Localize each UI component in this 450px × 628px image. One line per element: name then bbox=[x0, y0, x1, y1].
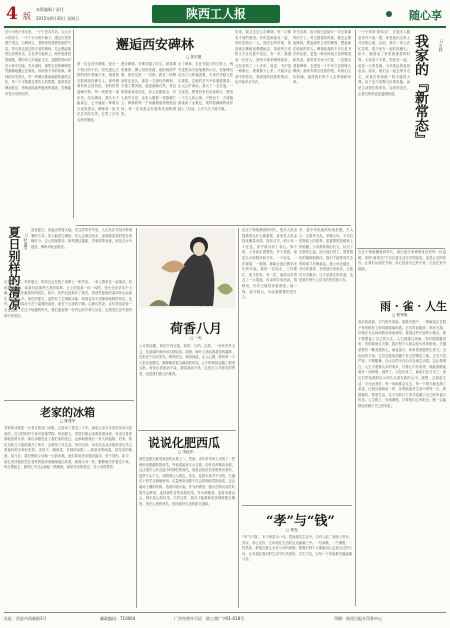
article-byline: □ 叶嘉莹 bbox=[24, 232, 29, 250]
article-body-text: 炎炎夏日，高温炙烤着大地。在这样的季节里，人们总在寻找各种消暑的方式。有人躲进空调房，有人去海边戏水，而我最喜欢的是在傍晚时分，去公园里散步。微风拂过湖面，带来阵阵凉意，荷花在水中摇曳，蝉鸣声此起彼伏。 bbox=[31, 228, 132, 249]
article-body-text: 时光荏苒，如今我已经能写一手还算像样的字了。每当提笔的时候，我总会想起碑林，想起那些古老的碑刻，想起那位临帖的老人。碑林给我的不仅仅是书法的启蒙，更是一种对传统文化的敬畏和热爱。我常常对孩子们说，一定要去看看碑林，去感受一下中华文化的博大精深。那里有我们民族的根，有我们文化的魂，值得我们每个人去珍惜和传承。 bbox=[293, 30, 351, 85]
article-body-text: 在这个物欲横流的时代，我们更应该珍惜身边的每一份温暖。家的“新常态”不仅仅是生活方式的改变，更是心灵的回归。让我们从现在开始，用心经营自己的小家，让爱在家中流淌。 bbox=[358, 250, 446, 271]
footer-postcode: 邮政编码：710004 bbox=[100, 616, 136, 621]
column-rule bbox=[238, 228, 239, 608]
article-title: 老家的冰箱 bbox=[40, 406, 95, 419]
article-title: 荷香八月 bbox=[170, 322, 223, 337]
page-header bbox=[4, 4, 446, 28]
article-body-text: 西瓜是夏天最受欢迎的水果之一。然而，近年来市场上出现了一些使用化肥催熟的西瓜，外表看起来又大又圆，切开后却寡淡无味。这让很多人怀念起小时候吃的西瓜，那是农民用农家肥种出来的，虽然个头不大，却甜得让人难忘。其实，化肥本身并不可怕，关键在于科学合理地使用。过量使用化肥不仅会影响西瓜的品质，还会破坏土壤的结构，造成环境污染。作为消费者，我们在购买西瓜时要学会辨别，选择那些自然成熟的瓜。作为种植者，更要本着良心，种出放心的好瓜。只有这样，我们才能重新吃到那种甜在嘴里、美在心里的西瓜，找回那份久违的夏日滋味。 bbox=[139, 457, 235, 506]
section-rule bbox=[76, 225, 351, 226]
article-byline: □ 李振华 bbox=[178, 450, 194, 454]
issue-date: 2015年8月30日 星期日 bbox=[36, 16, 80, 21]
article-body-text: 第一次去西安碑林，是在一个秋日的午后。阳光透过古树的枝叶洒落下来，斑驳的光影映照在碑石上。那些碑刻有的已经风化，有的依然清晰可辨，每一块都是一部历史。站在碑前，我久久不能离去，心中涌起一种难以言说的感动。碑林是一座书法艺术的宝库，汇集了历代名家的墨迹。 bbox=[77, 62, 119, 122]
article-body-text: 老家的冰箱是一台老式的双门冰箱，已经用了将近二十年。那是父亲当年省吃俭用买回来的，在当时的村子里可是稀罕物。每到夏天，邻居们都会来我家借冰块，母亲总是热情地招呼大家。那台冰箱见证了我们家的变迁，也承载着我们一家人的温情。后来，我们兄妹几个陆续离开了家乡，去城里工作生活。每次回家，母亲总会从冰箱里拿出早已准备好的各种好吃的，冻饺子、腌咸菜、自制的冰棍……那是家的味道，是母爱的味道。前几年，我们想给父母换一台新冰箱，他们却说老冰箱还能用，舍不得扔。如今，那台老冰箱依然在老家的厨房里嗡嗡地运转着，就像父母一样，默默地守护着这个家。每当想起它，我的心中总会涌起一股暖流，那是对家的眷恋，对父母的感恩。 bbox=[4, 426, 132, 470]
footer-printer: 印刷：陕西日报社印务中心 bbox=[334, 616, 382, 621]
page-unit: 版 bbox=[23, 12, 31, 21]
article-body-text: 在小小的小作坊里，一个个老式作坊，大大小小的房子，一个个小小的小铺子，透过古老的窗户望去，石碑林立，老街里弥漫着传统的气息。每当我走进这些古老的街巷，总会想起那些往昔的时光。走在青石板路上，两旁是斑驳的墙壁，偶尔有几只麻雀飞过，清脆的鸣叫声在小巷中回荡。岁月流转，那些古老的碑刻依然静静地矗立在那里，诉说着千年的故事。碑林的历史悠久，每一块碑石都承载着厚重的文化，每一个字都蕴含着先人的智慧。我常常在碑前驻足，细细品味那些遒劲的笔画，仿佛能听见历史的回声。 bbox=[5, 30, 71, 96]
article-body-text: “孝”与“钱”，本不该混为一谈。然而现实生活中，总有人把二者画上等号。其实，孝心无价，它体现在生活的点点滴滴之中。一句问候，一个拥抱，一杯热茶，都饱含着儿女对父母的深情。愿我们每个人都能用心去爱自己的父母，让孝道在我们的生活中代代相传，生生不息，让每一个家庭都充满温暖与爱。 bbox=[242, 535, 352, 562]
article-title: 说说化肥西瓜 bbox=[148, 436, 221, 450]
article-body-text: 记得小时候，每到夏天，奶奶总会在院子里摆上一张竹床，一家人围坐在一起乘凉。奶奶摇着蒲扇，给我们讲那些古老的故事。天上的星星一闪一闪的，萤火虫在草丛中飞舞，那是童年最美好的回忆。如今，奶奶已经离开了我们，但那些夏夜的清凉却永远留在了我的心中。现在的夏天，虽然有了空调和冰箱，却再也找不到那种纯粹的快乐。也许，真正的清凉不在于温度的高低，而在于心境的宁静。心静自然凉，这句老话说得一点也没错。在这个喧嚣的时代，我们更需要一份内心的平和与从容，去感受生活中那些细小的美好。 bbox=[4, 280, 132, 318]
page-number: 4 bbox=[6, 4, 18, 24]
article-body-text: 八月的池塘，荷花开得正艳。粉的、白的、红的，一朵朵亭亭玉立，在碧绿的荷叶间尽情绽放。清晨，荷叶上滚动着晶莹的露珠，在阳光下闪闪发光。微风吹过，荷香四溢，沁人心脾。我常常一个人坐在池塘边，静静地欣赏这满池的荷花，心中的烦恼也随之烟消云散。荷花出淤泥而不染，濯清涟而不妖，这是古人对荷花的赞美，也是我们做人的准则。 bbox=[139, 344, 235, 376]
article-body-text: 漫步碑林，仿佛穿越了时空。颜真卿的雄浑、柳公权的劲健、欧阳询的严谨，都在这里一一呈现。我在一块碑前驻足良久，那是一方唐代的碑刻，字迹工整秀丽，笔意流畅自然。身边的游客来来往往，有人拍照留念，有人低声讨论，也有人像我一样静静伫立。碑林的每一个角落都值得细细品味，每一次来都会有新的发现和感悟。 bbox=[121, 62, 176, 117]
column-rule bbox=[73, 30, 74, 218]
illustration-caption: 环球 · 画 bbox=[196, 303, 210, 307]
article-byline: □ 郭宏德 bbox=[186, 55, 202, 59]
article-body-text: 出了碑林，走在书院门的古街上，两旁是售卖字画笔墨的小店。老师傅们在店门口挥毫泼墨，引来许多路人驻足观看。这里的空气中弥漫着墨香，让人心旷神怡。我买了一支毛笔，一刀宣纸，想着回家后也练练字，感受一下古人的心境。夕阳西下，古城墙被染成了金黄色，我带着满满的收获踏上了归途，心中久久不能平静。 bbox=[178, 62, 233, 111]
editor-meta: 本版编辑 / 责任 bbox=[36, 7, 64, 12]
section-name: 随心享 bbox=[409, 9, 442, 22]
footer-address: 社址：西安市西新街3号 bbox=[4, 616, 47, 621]
article-byline: □ 陈建华 bbox=[60, 419, 76, 423]
article-title: “孝”与“钱” bbox=[266, 514, 335, 529]
section-rule bbox=[4, 400, 134, 401]
article-body-text: 雨后的清晨，空气格外清新。我推开窗户，一群麻雀正在院子里的树枝上叽叽喳喳地叫着。它们时而跳跃，时而飞翔，好像在为这场雨的到来而欢呼。看着这些可爱的小精灵，我不禁想起了自己的人生。人生就像这场雨，有时候阴霾密布，有时候雨过天晴。我们每个人都会经历风风雨雨，关键是要有一颗坚强的心。麻雀虽小，却有着顽强的生命力。无论刮风下雨，它们总能找到属于自己的栖息之地。它们不畏严寒，不惧酷暑，在大自然中自由自在地生活着。这让我明白，人生不需要太多的奢求，只要心中有希望，就能勇敢地面对一切困难。雨停了，太阳出来了，麻雀们也飞走了，但它们带给我的启示却久久留在我的心中。我想，这就是生活，平凡而美好。每一场雨都会过去，每一个明天都充满了希望。让我们像麻雀一样，乐观地面对生活中的每一天，珍惜拥有，感恩生活，在平凡的日子里寻找属于自己的幸福与快乐。人生路上，风雨兼程，只要我们心怀阳光，就一定能够迎来属于自己的彩虹。 bbox=[358, 320, 446, 408]
illustration bbox=[139, 228, 235, 308]
article-title: 雨 · 雀 · 人生 bbox=[380, 300, 447, 313]
section-rule bbox=[242, 505, 352, 506]
section-rule bbox=[138, 430, 236, 431]
article-title: 我家的『新常态』 bbox=[413, 34, 429, 146]
article-byline: □ 程秀娥 bbox=[392, 313, 408, 317]
footer-license: 广告经营许可证：陕工商广字01-018号 bbox=[174, 616, 245, 621]
article-body-text: 在这个物欲横流的时代，很多人把金钱看得比什么都重要，甚至有人用金钱来衡量亲情。逢年过节，给父母一个红包，似乎就尽到了孝心。殊不知，父母真正需要的，并不是钱，而是儿女的陪伴和关怀。一个电话，一次探望，一顿饭，都能让他们感到无比的幸福。我的一位朋友，工作繁忙，很少回家。有一次，他给母亲寄去了一大笔钱，母亲却打电话说，钱够用，你有空就回来看看吧。那一刻，他才明白，母亲最想要的是什么。 bbox=[242, 228, 297, 300]
page-footer bbox=[4, 612, 446, 625]
masthead-logo: 陕西工人报 bbox=[152, 5, 280, 23]
article-byline: □ 方利 bbox=[439, 38, 444, 52]
woman-with-fan-illustration bbox=[139, 228, 235, 308]
article-body-text: 一个小家的“新常态”，在很多人眼里或许不值一提，却是我们全家人共同的心愿。以前，我们一家人各忙各的，很少坐在一起吃饭聊天。如今，晚饭成了家里最重要的时刻，大家放下手机，围坐在一起，说说一天的见闻，分享彼此的喜怒哀乐。周末，我们会一起去郊外走走，或者在家里做一顿丰盛的大餐。孩子也不再整天盯着电脑，而是主动帮忙做家务。这样的变化，让我们的家更加温暖和谐。 bbox=[358, 30, 410, 96]
article-title: 夏日别样的清凉 bbox=[7, 226, 21, 310]
article-body-text: 后来，我又去过几次碑林，每一次都有不同的感受。有时是和朋友一起，有时是独自一人。独自去的时候，我喜欢在碑廊里慢慢地走，看那些古老的文字在光影中变幻。有一次，我遇到一位老人，他每天都来碑林临帖，已经坚持了二十多年。他说，书法是一种修行，需要静下心来，才能体会其中的妙处。我被他的执着所感动，也开始学习书法。 bbox=[235, 30, 291, 85]
article-byline: □ 一鸣 bbox=[190, 336, 202, 340]
section-rule bbox=[357, 248, 445, 249]
article-body-text: 孝，是中华民族的传统美德。古人云：百善孝为先。孝顺父母，不仅仅是物质上的供养，更重要的是精神上的慰藉。父母养育我们长大，付出了无数的心血，如今他们老了，需要我们的照顾和陪伴。我们不能等到失去的时候才后悔莫及。趁父母还健在，多回家看看，多陪他们说说话，让他们安享晚年。这才是真正的孝道，也是我们每个人应尽的责任和义务。 bbox=[299, 228, 353, 283]
column-rule bbox=[136, 228, 137, 608]
article-title: 邂逅西安碑林 bbox=[116, 38, 195, 53]
column-rule bbox=[355, 30, 356, 606]
article-byline: □ 程雯 bbox=[286, 528, 298, 532]
section-dot-icon bbox=[386, 11, 392, 17]
